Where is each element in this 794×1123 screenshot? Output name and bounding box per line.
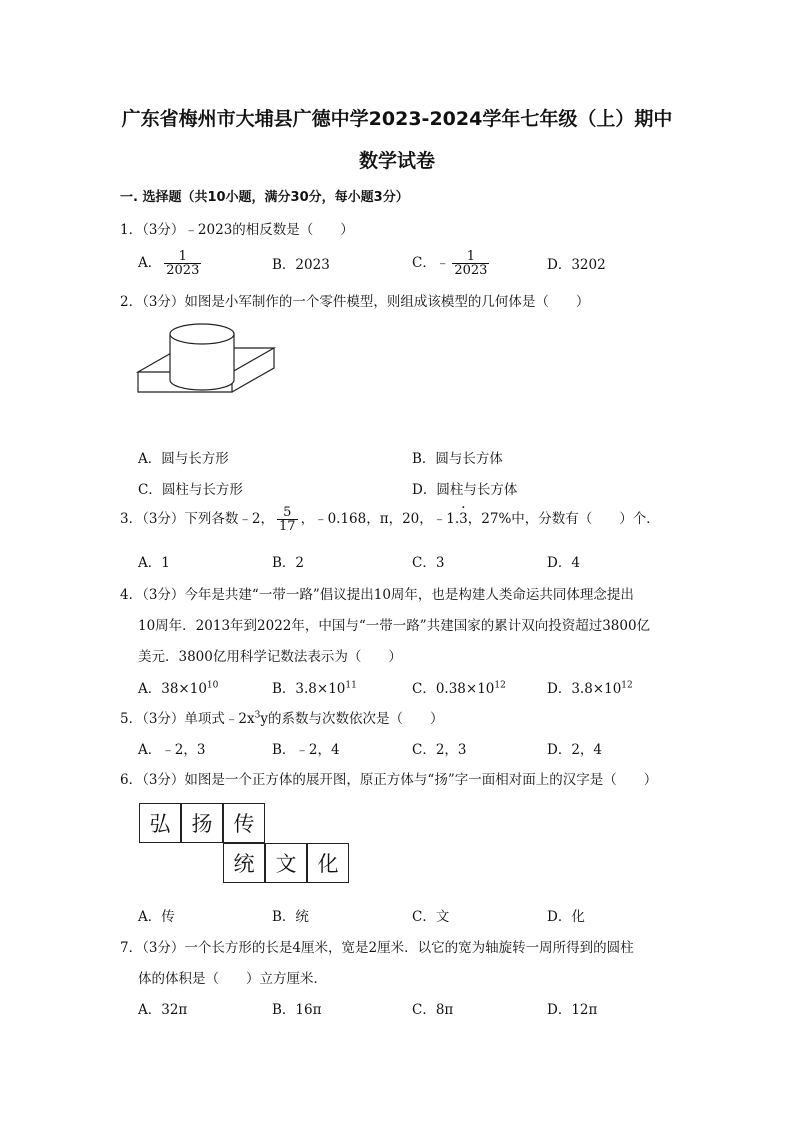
- q3-stem-mid: ，﹣0.168，π，20，﹣1.: [300, 511, 460, 527]
- option-base: B．3.8×10: [272, 681, 346, 697]
- question-2-stem: 2．（3分）如图是小军制作的一个零件模型，则组成该模型的几何体是（ ）: [120, 294, 590, 310]
- question-6-option-d: D．化: [547, 909, 585, 925]
- exponent: 12: [494, 680, 506, 691]
- cylinder-on-box-figure: [134, 312, 284, 430]
- question-4-line-2: 10周年．2013年到2022年，中国与“一带一路”共建国家的累计双向投资超过3800亿: [138, 618, 651, 634]
- question-7-line-1: 7．（3分）一个长方形的长是4厘米，宽是2厘米．以它的宽为轴旋转一周所得到的圆柱: [120, 940, 634, 956]
- question-4-option-a: [138, 677, 218, 697]
- net-cell: 扬: [181, 803, 223, 843]
- fraction: [452, 250, 489, 277]
- repeating-digit: · 3: [459, 511, 468, 527]
- question-3-option-c: C．3: [412, 555, 445, 571]
- question-5-option-d: D．2，4: [547, 742, 603, 758]
- question-2-option-b: B．圆与长方体: [412, 451, 503, 467]
- question-3-option-a: A．1: [138, 555, 170, 571]
- question-7-option-a: A．32π: [138, 1002, 188, 1018]
- question-2-option-a: A．圆与长方形: [138, 451, 229, 467]
- q5-stem-post: y的系数与次数依次是（ ）: [260, 711, 444, 727]
- denominator: 17: [279, 519, 296, 534]
- exponent: 10: [206, 680, 219, 691]
- option-base: A．38×10: [138, 681, 207, 697]
- question-5-option-b: B．﹣2，4: [272, 742, 340, 758]
- question-1-option-c: [412, 250, 492, 277]
- question-7-option-d: D．12π: [547, 1002, 598, 1018]
- question-4-line-3: 美元．3800亿用科学记数法表示为（ ）: [138, 649, 402, 665]
- question-3-stem: [120, 506, 660, 533]
- net-cell: 传: [223, 803, 265, 843]
- question-3-option-d: D．4: [547, 555, 580, 571]
- numerator: 1: [164, 250, 201, 264]
- option-c-prefix: C．﹣: [412, 255, 450, 271]
- denominator: 2023: [454, 263, 488, 278]
- question-6-option-a: A．传: [138, 909, 175, 925]
- page-title: 广东省梅州市大埔县广德中学2023-2024学年七年级（上）期中: [121, 108, 673, 130]
- question-6-stem: 6．（3分）如图是一个正方体的展开图，原正方体与“扬”字一面相对面上的汉字是（ ）: [120, 772, 658, 788]
- q3-stem-pre: 3．（3分）下列各数﹣2，: [120, 511, 275, 527]
- question-7-option-c: C．8π: [412, 1002, 454, 1018]
- denominator: 2023: [166, 263, 200, 278]
- fraction: [277, 506, 298, 533]
- section-heading: 一. 选择题（共10小题，满分30分，每小题3分）: [120, 190, 409, 205]
- question-4-option-b: [272, 677, 357, 697]
- question-1-stem: 1．（3分）﹣2023的相反数是（ ）: [120, 222, 354, 238]
- net-cell: 统: [223, 843, 265, 883]
- question-4-option-d: [547, 677, 633, 697]
- exponent: 3: [254, 710, 261, 721]
- question-4-line-1: 4．（3分）今年是共建“一带一路”倡议提出10周年，也是构建人类命运共同体理念提出: [120, 587, 634, 603]
- q5-stem-pre: 5．（3分）单项式﹣2x: [120, 711, 255, 727]
- question-6-option-c: C．文: [412, 909, 450, 925]
- question-2-option-d: D．圆柱与长方体: [412, 482, 518, 498]
- exponent: 11: [345, 680, 357, 691]
- numerator: 5: [277, 506, 298, 520]
- question-5-option-c: C．2，3: [412, 742, 467, 758]
- question-3-option-b: B．2: [272, 555, 305, 571]
- question-2-option-c: C．圆柱与长方形: [138, 482, 243, 498]
- page-subtitle: 数学试卷: [358, 150, 435, 172]
- question-5-option-a: A．﹣2，3: [138, 742, 206, 758]
- numerator: 1: [452, 250, 489, 264]
- net-cell: 文: [265, 843, 307, 883]
- q3-stem-post: ，27%中，分数有（ ）个．: [467, 511, 660, 527]
- question-1-option-a: [138, 250, 204, 277]
- question-5-stem: [120, 707, 444, 727]
- fraction: [164, 250, 201, 277]
- net-cell: 弘: [139, 803, 181, 843]
- question-7-line-2: 体的体积是（ ）立方厘米．: [138, 971, 327, 987]
- option-base: D．3.8×10: [547, 681, 622, 697]
- option-base: C．0.38×10: [412, 681, 495, 697]
- question-7-option-b: B．16π: [272, 1002, 322, 1018]
- option-a-prefix: A．: [138, 255, 162, 271]
- question-4-option-c: [412, 677, 506, 697]
- question-6-option-b: B．统: [272, 909, 309, 925]
- question-1-option-b: B．2023: [272, 257, 330, 273]
- question-1-option-d: D．3202: [547, 257, 606, 273]
- net-cell: 化: [307, 843, 349, 883]
- exponent: 12: [621, 680, 633, 691]
